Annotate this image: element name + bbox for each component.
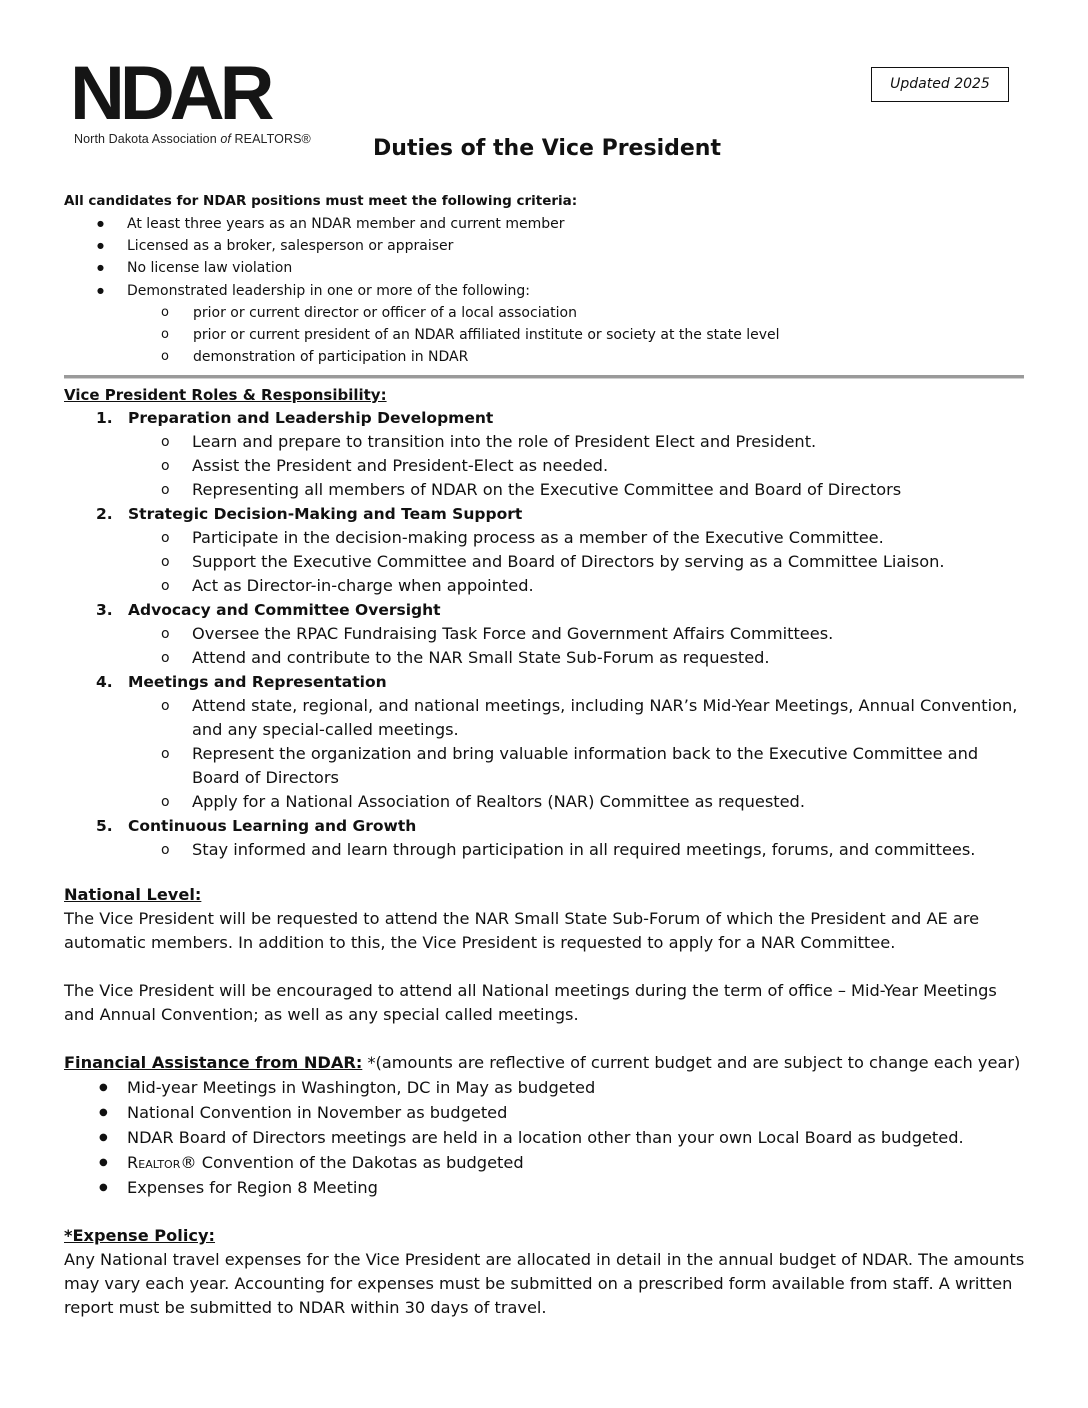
expense-heading: *Expense Policy:: [64, 1226, 216, 1245]
role-title: Preparation and Leadership Development: [128, 409, 494, 427]
expense-section: [64, 1224, 1029, 1320]
role-number: 1.: [96, 409, 113, 427]
role-section: [64, 406, 1029, 502]
list-item: ● Mid-year Meetings in Washington, DC in May as budgeted: [64, 1075, 1029, 1100]
logo-wordmark: NDAR: [70, 51, 270, 136]
role-items: [128, 838, 1029, 862]
list-item: ● No license law violation: [64, 257, 1024, 279]
financial-heading: Financial Assistance from NDAR:: [64, 1053, 363, 1072]
list-item-text: Convention of the Dakotas as budgeted: [196, 1153, 524, 1172]
sub-list-item: o prior or current president of an NDAR affiliated institute or society at the state level: [64, 324, 1024, 346]
role-items: [128, 622, 1029, 670]
role-items: [128, 694, 1029, 814]
logo-tagline-part: REALTORS®: [230, 132, 311, 146]
list-item: o Representing all members of NDAR on the Executive Committee and Board of Directors: [128, 478, 1029, 502]
criteria-list: [64, 213, 1024, 368]
criteria-heading: All candidates for NDAR positions must meet the following criteria:: [64, 193, 578, 209]
list-item: o Oversee the RPAC Fundraising Task Force and Government Affairs Committees.: [128, 622, 1029, 646]
role-number: 4.: [96, 673, 113, 691]
role-section: [64, 598, 1029, 670]
list-item: ● NDAR Board of Directors meetings are held in a location other than your own Local Board as budgeted.: [64, 1125, 1029, 1150]
list-item: o Act as Director-in-charge when appointed.: [128, 574, 1029, 598]
national-heading: National Level:: [64, 885, 202, 904]
page-title-text: Duties of the Vice President: [373, 136, 721, 161]
role-items: [128, 526, 1029, 598]
list-item: o Attend state, regional, and national meetings, including NAR’s Mid-Year Meetings, Annual Convention, and any special-called meetings.: [128, 694, 1029, 742]
list-item: o Represent the organization and bring valuable information back to the Executive Committee and Board of Directors: [128, 742, 1029, 790]
ndar-logo: [70, 51, 330, 146]
criteria-sub-list: [127, 302, 1024, 369]
role-items: [128, 430, 1029, 502]
financial-note: *(amounts are reflective of current budget and are subject to change each year): [362, 1053, 1021, 1072]
list-item: o Learn and prepare to transition into the role of President Elect and President.: [128, 430, 1029, 454]
page-title: [0, 136, 1088, 161]
list-item: [64, 280, 1024, 369]
divider: [64, 375, 1024, 379]
role-section: [64, 502, 1029, 598]
role-number: 2.: [96, 505, 113, 523]
roles-section: [64, 384, 1029, 862]
sub-list-item: o demonstration of participation in NDAR: [64, 346, 1024, 368]
list-item: o Apply for a National Association of Realtors (NAR) Committee as requested.: [128, 790, 1029, 814]
list-item: ● National Convention in November as budgeted: [64, 1100, 1029, 1125]
criteria-section: [64, 191, 1024, 368]
role-title: Continuous Learning and Growth: [128, 817, 417, 835]
list-item: o Participate in the decision-making process as a member of the Executive Committee.: [128, 526, 1029, 550]
national-paragraph-1: The Vice President will be requested to attend the NAR Small State Sub-Forum of which the President and AE are automatic members. In addition to this, the Vice President is requested to apply for a NAR Committee.: [64, 909, 980, 952]
financial-section: [64, 1051, 1029, 1200]
logo-tagline-part: North Dakota Association: [74, 132, 221, 146]
role-title: Meetings and Representation: [128, 673, 387, 691]
financial-heading-line: [64, 1051, 1029, 1075]
roles-heading: Vice President Roles & Responsibility:: [64, 386, 387, 404]
list-item: ● Licensed as a broker, salesperson or appraiser: [64, 235, 1024, 257]
role-title: Advocacy and Committee Oversight: [128, 601, 441, 619]
financial-list: [64, 1075, 1029, 1200]
national-section: [64, 883, 1029, 1027]
logo-tagline-of: of: [220, 132, 231, 146]
realtor-word: Realtor®: [127, 1153, 197, 1172]
updated-box: Updated 2025: [871, 67, 1009, 102]
list-item: [64, 1150, 1029, 1175]
role-number: 5.: [96, 817, 113, 835]
list-item: o Support the Executive Committee and Board of Directors by serving as a Committee Liaison.: [128, 550, 1029, 574]
national-paragraph-2: The Vice President will be encouraged to attend all National meetings during the term of office – Mid-Year Meetings and Annual Convention; as well as any special called meetings.: [64, 981, 997, 1024]
role-title: Strategic Decision-Making and Team Support: [128, 505, 523, 523]
sub-list-item: o prior or current director or officer of a local association: [64, 302, 1024, 324]
list-item: ● At least three years as an NDAR member and current member: [64, 213, 1024, 235]
expense-paragraph: Any National travel expenses for the Vice President are allocated in detail in the annual budget of NDAR. The amounts may vary each year. Accounting for expenses must be submitted on a prescribed form available from staff. A written report must be submitted to NDAR within 30 days of travel.: [64, 1250, 1025, 1317]
role-section: [64, 814, 1029, 862]
roles-list: [64, 406, 1029, 862]
role-section: [64, 670, 1029, 814]
list-item: o Assist the President and President-Elect as needed.: [128, 454, 1029, 478]
role-number: 3.: [96, 601, 113, 619]
list-item-text: Demonstrated leadership in one or more of the following:: [127, 282, 530, 299]
list-item: o Attend and contribute to the NAR Small State Sub-Forum as requested.: [128, 646, 1029, 670]
list-item: ● Expenses for Region 8 Meeting: [64, 1175, 1029, 1200]
list-item: o Stay informed and learn through participation in all required meetings, forums, and committees.: [128, 838, 1029, 862]
